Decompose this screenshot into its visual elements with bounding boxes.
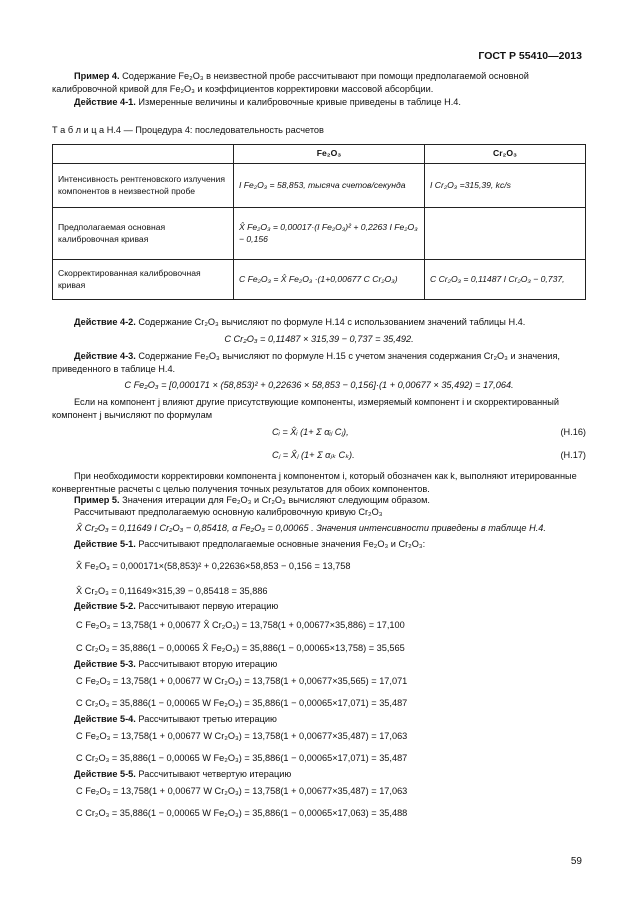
table-header-empty: [53, 145, 234, 164]
action-5-5-equation-fe: C Fe₂O₃ = 13,758(1 + 0,00677 W Cr₂O₃) = 13,758(1 + 0,00677×35,487) = 17,063: [76, 786, 408, 796]
action-4-3-paragraph: [52, 350, 586, 376]
table-caption: Т а б л и ц а Н.4 — Процедура 4: последовательность расчетов: [52, 125, 324, 135]
table-header-cr2o3: Cr₂O₃: [425, 145, 586, 164]
action-5-4-equation-cr: C Cr₂O₃ = 35,886(1 − 0,00065 W Fe₂O₃) = 35,886(1 − 0,00065×17,071) = 35,487: [76, 753, 408, 763]
action-5-4-text: Рассчитывают третью итерацию: [135, 714, 277, 724]
table-cell-cr2o3: I Cr₂O₃ =315,39, kc/s: [425, 164, 586, 208]
action-5-2-equation-cr: C Cr₂O₃ = 35,886(1 − 0,00065 X̂ Fe₂O₃) = 35,886(1 − 0,00065×13,758) = 35,565: [76, 643, 405, 653]
table-cell-cr2o3: [425, 208, 586, 260]
action-5-3-equation-cr: C Cr₂O₃ = 35,886(1 − 0,00065 W Fe₂O₃) = 35,886(1 − 0,00065×17,071) = 35,487: [76, 698, 408, 708]
action-5-5-text: Рассчитывают четвертую итерацию: [135, 769, 292, 779]
table-row: [53, 260, 586, 300]
example-5-text: Значения итерации для Fe₂O₃ и Cr₂O₃ вычисляют следующим образом.: [119, 495, 430, 505]
action-5-2-label: Действие 5-2.: [74, 601, 136, 611]
action-4-1-label: Действие 4-1.: [74, 97, 136, 107]
action-5-2-text: Рассчитывают первую итерацию: [135, 601, 279, 611]
equation-h16: Cᵢ = X̂ᵢ (1+ Σ αᵢⱼ Cⱼ),: [272, 427, 349, 437]
equation-h17: Cⱼ = X̂ⱼ (1+ Σ αⱼₖ Cₖ).: [272, 450, 355, 460]
action-4-2-paragraph: [52, 316, 586, 329]
action-5-3-label: Действие 5-3.: [74, 659, 136, 669]
action-4-2-label: Действие 4-2.: [74, 317, 136, 327]
action-5-5-paragraph: [52, 768, 586, 781]
equation-h17-number: (Н.17): [560, 450, 586, 460]
action-5-2-paragraph: [52, 600, 586, 613]
table-cell-label: Интенсивность рентгеновского излучения компонентов в неизвестной пробе: [53, 164, 234, 208]
action-4-3-text: Содержание Fe₂O₃ вычисляют по формуле Н.15 с учетом значения содержания Cr₂O₃ и значения, приведенного в таблице Н.4.: [52, 351, 560, 374]
action-5-3-text: Рассчитывают вторую итерацию: [135, 659, 278, 669]
action-5-1-equation-fe: X̂ Fe₂O₃ = 0,000171×(58,853)² + 0,22636×58,853 − 0,156 = 13,758: [76, 561, 351, 571]
equation-h16-number: (Н.16): [560, 427, 586, 437]
action-5-4-label: Действие 5-4.: [74, 714, 136, 724]
table-cell-fe2o3: C Fe₂O₃ = X̂ Fe₂O₃ ·(1+0,00677 C Cr₂O₃): [234, 260, 425, 300]
action-5-1-text: Рассчитывают предполагаемые основные значения Fe₂O₃ и Cr₂O₃:: [135, 539, 426, 549]
action-4-2-text: Содержание Cr₂O₃ вычисляют по формуле Н.14 с использованием значений таблицы Н.4.: [135, 317, 526, 327]
action-5-5-equation-cr: C Cr₂O₃ = 35,886(1 − 0,00065 W Fe₂O₃) = 35,886(1 − 0,00065×17,063) = 35,488: [76, 808, 408, 818]
table-cell-label: Предполагаемая основная калибровочная кривая: [53, 208, 234, 260]
table-header-fe2o3: Fe₂O₃: [234, 145, 425, 164]
example-5-label: Пример 5.: [74, 495, 120, 505]
action-5-3-equation-fe: C Fe₂O₃ = 13,758(1 + 0,00677 W Cr₂O₃) = 13,758(1 + 0,00677×35,565) = 17,071: [76, 676, 408, 686]
action-5-2-equation-fe: C Fe₂O₃ = 13,758(1 + 0,00677 X̂ Cr₂O₃) = 13,758(1 + 0,00677×35,886) = 17,100: [76, 620, 405, 630]
assumed-curve-paragraph: Рассчитывают предполагаемую основную калибровочную кривую Cr₂O₃: [74, 507, 383, 517]
table-row: [53, 208, 586, 260]
action-5-3-paragraph: [52, 658, 586, 671]
equation-cr2o3-content: C Cr₂O₃ = 0,11487 × 315,39 − 0,737 = 35,492.: [224, 334, 414, 344]
table-cell-fe2o3: I Fe₂O₃ = 58,853, тысяча счетов/секунда: [234, 164, 425, 208]
action-5-5-label: Действие 5-5.: [74, 769, 136, 779]
example-4-label: Пример 4.: [74, 71, 120, 81]
action-4-1-paragraph: [52, 96, 586, 109]
action-5-4-equation-fe: C Fe₂O₃ = 13,758(1 + 0,00677 W Cr₂O₃) = 13,758(1 + 0,00677×35,487) = 17,063: [76, 731, 408, 741]
table-row: [53, 164, 586, 208]
iteration-paragraph: При необходимости корректировки компонента j компонентом i, который обозначен как k, выполняют итерированные конвергентные расчеты с целью получения точных результатов для обоих компонентов.: [52, 471, 577, 494]
standard-header: ГОСТ Р 55410—2013: [478, 50, 582, 62]
table-cell-label: Скорректированная калибровочная кривая: [53, 260, 234, 300]
calculation-table: [52, 144, 586, 300]
assumed-curve-equation: X̂ Cr₂O₃ = 0,11649 I Cr₂O₃ − 0,85418, α Fe₂O₃ = 0,00065 . Значения интенсивности приведены в таблице Н.4.: [76, 523, 546, 533]
action-5-1-equation-cr: X̂ Cr₂O₃ = 0,11649×315,39 − 0,85418 = 35,886: [76, 586, 268, 596]
page-number: 59: [570, 856, 582, 867]
example-4-text: Содержание Fe₂O₃ в неизвестной пробе рассчитывают при помощи предполагаемой основной калибровочной кривой для Fe₂O₃ и коэффициентов корректировки массовой абсорбции.: [52, 71, 529, 94]
action-4-3-label: Действие 4-3.: [74, 351, 136, 361]
action-5-1-paragraph: [52, 538, 586, 551]
table-cell-fe2o3: X̂ Fe₂O₃ = 0,00017·(I Fe₂O₃)² + 0,2263 I Fe₂O₃ − 0,156: [234, 208, 425, 260]
action-5-1-label: Действие 5-1.: [74, 539, 136, 549]
action-4-1-text: Измеренные величины и калибровочные кривые приведены в таблице Н.4.: [135, 97, 461, 107]
component-paragraph: Если на компонент j влияют другие присутствующие компоненты, измеряемый компонент i и скорректированный компонент j вычисляют по формулам: [52, 397, 559, 420]
example-4-paragraph: [52, 70, 586, 96]
equation-fe2o3-content: C Fe₂O₃ = [0,000171 × (58,853)² + 0,22636 × 58,853 − 0,156]·(1 + 0,00677 × 35,492) = 17,064.: [124, 380, 514, 390]
action-5-4-paragraph: [52, 713, 586, 726]
table-cell-cr2o3: C Cr₂O₃ = 0,11487 I Cr₂O₃ − 0,737,: [425, 260, 586, 300]
table-header-row: [53, 145, 586, 164]
